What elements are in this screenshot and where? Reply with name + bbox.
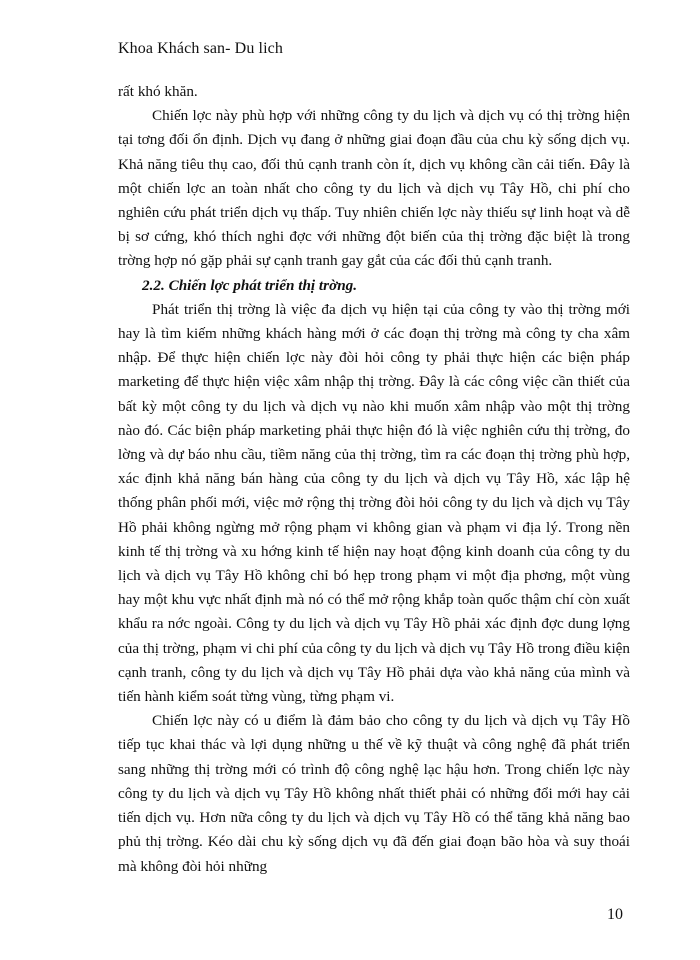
page-number: 10 — [607, 906, 623, 923]
paragraph-strategy-suitability: Chiến lợc này phù hợp với những công ty du lịch và dịch vụ có thị trờng hiện tại tơng đối ổn định. Dịch vụ đang ở những giai đoạn đầu của chu kỳ sống dịch vụ. Khả năng tiêu thụ cao, đối thủ cạnh tranh còn ít, dịch vụ không cần cải tiến. Đây là một chiến lợc an toàn nhất cho công ty du lịch và dịch vụ Tây Hồ, chi phí cho nghiên cứu phát triển dịch vụ thấp. Tuy nhiên chiến lợc này thiếu sự linh hoạt và dễ bị sơ cứng, khó thích nghi đợc với những đột biến của thị trờng đặc biệt là trong trờng hợp nó gặp phải sự cạnh tranh gay gắt của các đối thủ cạnh tranh. — [118, 107, 630, 270]
paragraph-market-development: Phát triển thị trờng là việc đa dịch vụ hiện tại của công ty vào thị trờng mới hay là tìm kiếm những khách hàng mới ở các đoạn thị trờng mà công ty cha xâm nhập. Để thực hiện chiến lợc này đòi hỏi công ty phải thực hiện các biện pháp marketing để thực hiện việc xâm nhập thị trờng. Đây là các công việc cần thiết của bất kỳ một công ty du lịch và dịch vụ nào khi muốn xâm nhập vào một thị trờng nào đó. Các biện pháp marketing phải thực hiện đó là việc nghiên cứu thị trờng, đo lờng và dự báo nhu cầu, tiềm năng của thị trờng, tìm ra các đoạn thị trờng phù hợp, xác định khả năng bán hàng của công ty du lịch và dịch vụ Tây Hồ, xác lập hệ thống phân phối mới, việc mở rộng thị trờng đòi hỏi công ty du lịch và dịch vụ Tây Hồ phải không ngừng mở rộng phạm vi không gian và phạm vi địa lý. Trong nền kinh tế thị trờng và xu hớng kinh tế hiện nay hoạt động kinh doanh của công ty du lịch và dịch vụ Tây Hồ không chỉ bó hẹp trong phạm vi một địa phơng, một vùng hay một khu vực nhất định mà nó có thể mở rộng khắp toàn quốc thậm chí còn xuất khẩu ra nớc ngoài. Công ty du lịch và dịch vụ Tây Hồ phải xác định đợc dung lợng của thị trờng, phạm vi chi phí của công ty du lịch và dịch vụ Tây Hồ trong điều kiện cạnh tranh, công ty du lịch và dịch vụ Tây Hồ phải dựa vào khả năng của mình và tiến hành kiểm soát từng vùng, từng phạm vi. — [118, 300, 630, 706]
section-heading: 2.2. Chiến lợc phát triển thị trờng. — [142, 276, 358, 294]
document-body — [118, 80, 630, 879]
page-header: Khoa Khách san- Du lich — [118, 40, 283, 57]
paragraph-strategy-advantages: Chiến lợc này có u điểm là đảm bảo cho công ty du lịch và dịch vụ Tây Hồ tiếp tục khai thác và lợi dụng những u thế về kỹ thuật và công nghệ đã phát triển sang những thị trờng mới có trình độ công nghệ lạc hậu hơn. Trong chiến lợc này công ty du lịch và dịch vụ Tây Hồ không nhất thiết phải có những đổi mới hay cải tiến dịch vụ. Hơn nữa công ty du lịch và dịch vụ Tây Hồ có thể tăng khả năng bao phủ thị trờng. Kéo dài chu kỳ sống dịch vụ đã đến giai đoạn bão hòa và suy thoái mà không đòi hỏi những — [118, 712, 630, 875]
paragraph-continuation: rất khó khăn. — [118, 83, 198, 100]
